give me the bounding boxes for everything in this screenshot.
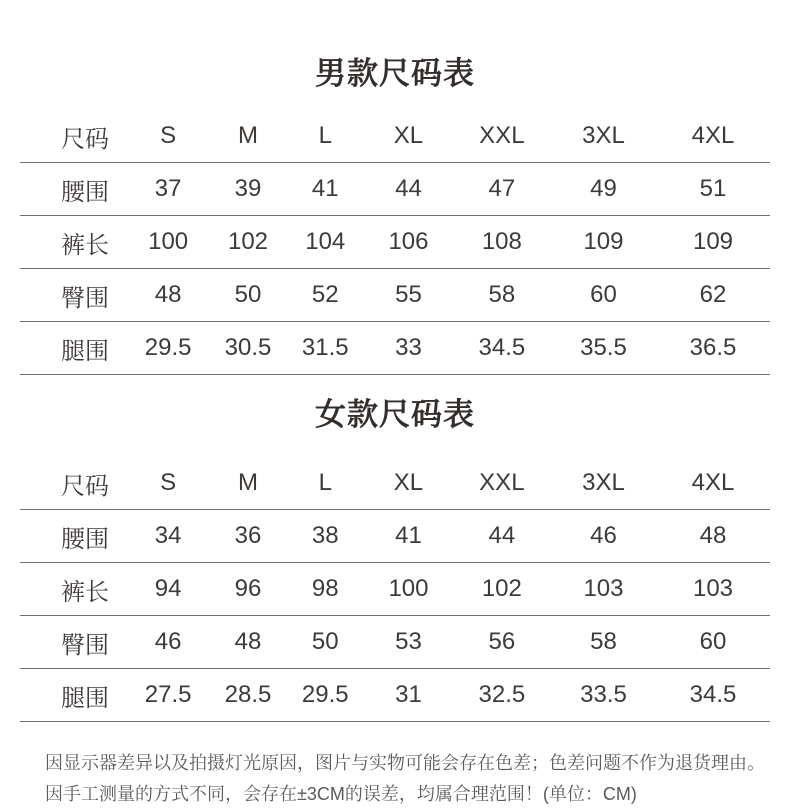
size-value: 34.5 bbox=[453, 322, 551, 375]
size-value: 29.5 bbox=[127, 322, 210, 375]
size-value: 36.5 bbox=[656, 322, 770, 375]
column-header: M bbox=[210, 110, 287, 163]
size-value: 48 bbox=[656, 510, 770, 563]
column-header: XXL bbox=[453, 457, 551, 510]
table-row bbox=[20, 563, 770, 616]
table-row bbox=[20, 669, 770, 722]
column-header: XL bbox=[364, 110, 453, 163]
size-value: 58 bbox=[551, 616, 656, 669]
table-row bbox=[20, 163, 770, 216]
size-value: 50 bbox=[286, 616, 364, 669]
size-value: 31 bbox=[364, 669, 453, 722]
size-value: 53 bbox=[364, 616, 453, 669]
column-header: XXL bbox=[453, 110, 551, 163]
column-header: S bbox=[127, 110, 210, 163]
size-value: 41 bbox=[364, 510, 453, 563]
size-value: 60 bbox=[656, 616, 770, 669]
row-label: 腰围 bbox=[20, 510, 127, 563]
womens-size-table bbox=[20, 457, 770, 722]
size-value: 102 bbox=[210, 216, 287, 269]
column-header: 尺码 bbox=[20, 457, 127, 510]
size-value: 47 bbox=[453, 163, 551, 216]
row-label: 腿围 bbox=[20, 322, 127, 375]
size-value: 33.5 bbox=[551, 669, 656, 722]
size-value: 46 bbox=[551, 510, 656, 563]
column-header: 3XL bbox=[551, 457, 656, 510]
size-value: 98 bbox=[286, 563, 364, 616]
size-value: 55 bbox=[364, 269, 453, 322]
size-value: 36 bbox=[210, 510, 287, 563]
column-header: 尺码 bbox=[20, 110, 127, 163]
table-row bbox=[20, 616, 770, 669]
size-value: 33 bbox=[364, 322, 453, 375]
size-value: 62 bbox=[656, 269, 770, 322]
size-value: 38 bbox=[286, 510, 364, 563]
table-row bbox=[20, 322, 770, 375]
womens-chart-title: 女款尺码表 bbox=[315, 397, 475, 432]
size-value: 96 bbox=[210, 563, 287, 616]
size-value: 50 bbox=[210, 269, 287, 322]
table-row bbox=[20, 269, 770, 322]
size-value: 106 bbox=[364, 216, 453, 269]
size-value: 39 bbox=[210, 163, 287, 216]
column-header: L bbox=[286, 110, 364, 163]
size-value: 104 bbox=[286, 216, 364, 269]
column-header: 4XL bbox=[656, 110, 770, 163]
size-value: 58 bbox=[453, 269, 551, 322]
size-value: 31.5 bbox=[286, 322, 364, 375]
column-header: 3XL bbox=[551, 110, 656, 163]
size-value: 41 bbox=[286, 163, 364, 216]
size-value: 52 bbox=[286, 269, 364, 322]
size-value: 34.5 bbox=[656, 669, 770, 722]
size-value: 108 bbox=[453, 216, 551, 269]
table-header-row bbox=[20, 110, 770, 163]
size-value: 103 bbox=[656, 563, 770, 616]
size-value: 37 bbox=[127, 163, 210, 216]
size-value: 60 bbox=[551, 269, 656, 322]
row-label: 裤长 bbox=[20, 216, 127, 269]
size-value: 30.5 bbox=[210, 322, 287, 375]
table-row bbox=[20, 510, 770, 563]
row-label: 腿围 bbox=[20, 669, 127, 722]
size-value: 49 bbox=[551, 163, 656, 216]
size-value: 27.5 bbox=[127, 669, 210, 722]
size-value: 29.5 bbox=[286, 669, 364, 722]
size-value: 44 bbox=[364, 163, 453, 216]
size-value: 109 bbox=[656, 216, 770, 269]
size-value: 100 bbox=[127, 216, 210, 269]
mens-chart-title: 男款尺码表 bbox=[315, 56, 475, 91]
mens-size-table bbox=[20, 110, 770, 375]
size-value: 100 bbox=[364, 563, 453, 616]
column-header: 4XL bbox=[656, 457, 770, 510]
disclaimer-line-1: 因显示器差异以及拍摄灯光原因，图片与实物可能会存在色差；色差问题不作为退货理由。 bbox=[45, 753, 765, 773]
column-header: L bbox=[286, 457, 364, 510]
size-value: 28.5 bbox=[210, 669, 287, 722]
size-value: 44 bbox=[453, 510, 551, 563]
column-header: M bbox=[210, 457, 287, 510]
row-label: 腰围 bbox=[20, 163, 127, 216]
column-header: XL bbox=[364, 457, 453, 510]
size-value: 46 bbox=[127, 616, 210, 669]
size-value: 56 bbox=[453, 616, 551, 669]
disclaimer-line-2: 因手工测量的方式不同，会存在±3CM的误差，均属合理范围！(单位：CM) bbox=[45, 784, 637, 804]
row-label: 裤长 bbox=[20, 563, 127, 616]
size-value: 94 bbox=[127, 563, 210, 616]
table-header-row bbox=[20, 457, 770, 510]
column-header: S bbox=[127, 457, 210, 510]
size-value: 102 bbox=[453, 563, 551, 616]
row-label: 臀围 bbox=[20, 269, 127, 322]
size-value: 32.5 bbox=[453, 669, 551, 722]
size-value: 103 bbox=[551, 563, 656, 616]
size-value: 51 bbox=[656, 163, 770, 216]
row-label: 臀围 bbox=[20, 616, 127, 669]
disclaimer-note bbox=[20, 748, 770, 808]
table-row bbox=[20, 216, 770, 269]
size-value: 48 bbox=[210, 616, 287, 669]
size-value: 34 bbox=[127, 510, 210, 563]
size-value: 109 bbox=[551, 216, 656, 269]
size-value: 35.5 bbox=[551, 322, 656, 375]
size-value: 48 bbox=[127, 269, 210, 322]
